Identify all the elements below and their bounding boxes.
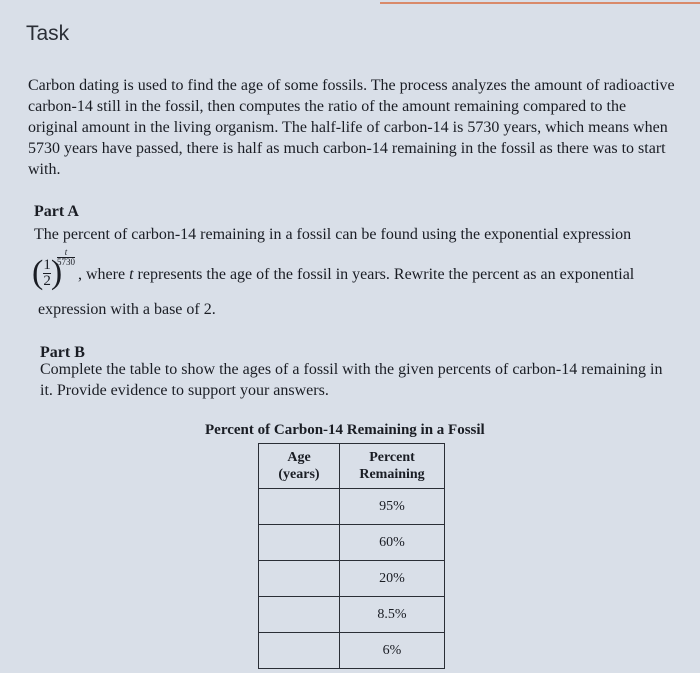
table-row (259, 525, 445, 561)
header-percent: Percent Remaining (340, 444, 445, 489)
age-cell[interactable] (259, 597, 340, 633)
part-a-line1: The percent of carbon-14 remaining in a fossil can be found using the exponential expression (34, 226, 632, 243)
table-row (259, 489, 445, 525)
percent-cell: 20% (340, 561, 445, 597)
part-b-heading: Part B (40, 344, 85, 361)
part-a-line3: expression with a base of 2. (38, 301, 216, 318)
percent-cell: 60% (340, 525, 445, 561)
intro-paragraph: Carbon dating is used to find the age of some fossils. The process analyzes the amount of radioactive carbon-14 still in the fossil, then computes the ratio of the amount remaining compared to the original amount in the living organism. The half-life of carbon-14 is 5730 years, which means when 5730 years have passed, there is half as much carbon-14 remaining in the fossil as there was to start with. (28, 77, 675, 178)
table-caption: Percent of Carbon-14 Remaining in a Fossil (205, 422, 485, 438)
header-age: Age (years) (259, 444, 340, 489)
percent-cell: 95% (340, 489, 445, 525)
part-a-heading: Part A (34, 203, 79, 220)
top-divider (380, 2, 700, 4)
part-b-text: Complete the table to show the ages of a fossil with the given percents of carbon-14 remaining in it. Provide evidence to support your answers. (40, 361, 663, 399)
table-row (259, 597, 445, 633)
part-a-line2: , where t represents the age of the fossil in years. Rewrite the percent as an exponential (78, 266, 635, 283)
page-title: Task (26, 22, 70, 45)
expression: ( $\frac{1}{2}$ ) t 5730 (32, 247, 75, 291)
percent-cell: 6% (340, 633, 445, 669)
age-cell[interactable] (259, 489, 340, 525)
carbon-table (258, 443, 445, 669)
age-cell[interactable] (259, 561, 340, 597)
age-cell[interactable] (259, 525, 340, 561)
table-row (259, 561, 445, 597)
percent-cell: 8.5% (340, 597, 445, 633)
age-cell[interactable] (259, 633, 340, 669)
table-row (259, 633, 445, 669)
